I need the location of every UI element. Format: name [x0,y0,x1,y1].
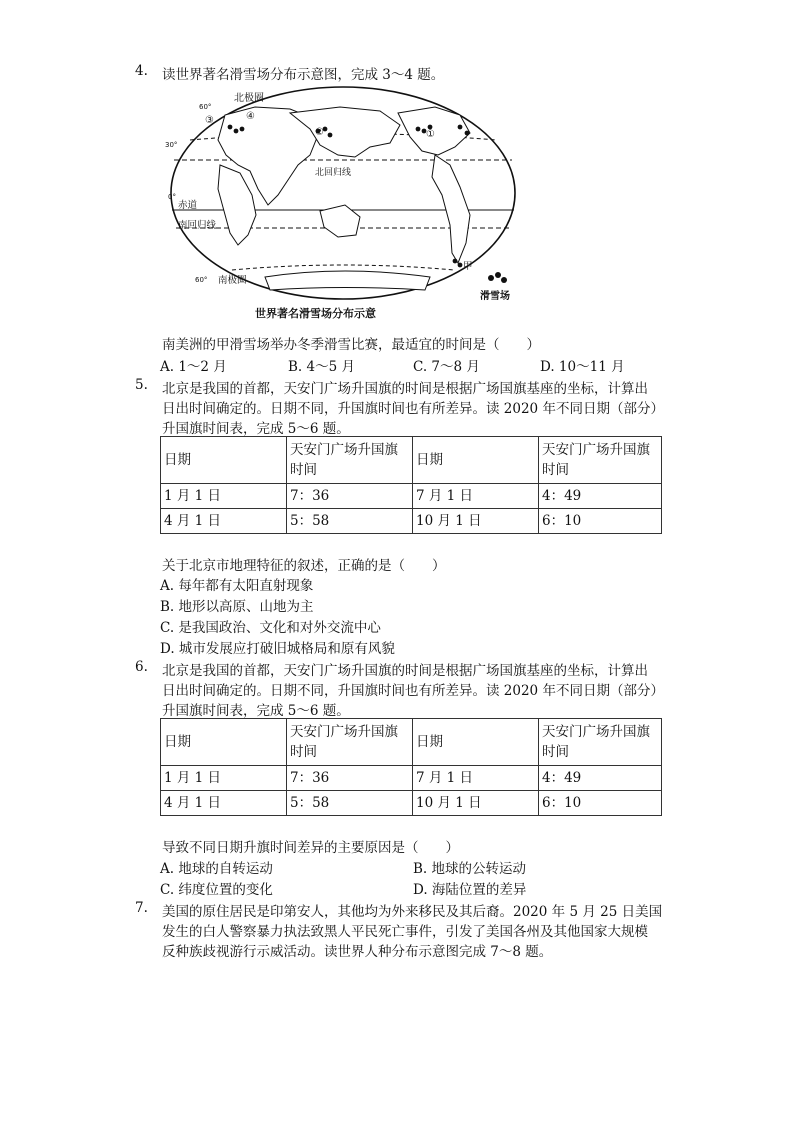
table-cell: 7 月 1 日 [413,766,539,791]
question-stem: 读世界著名滑雪场分布示意图，完成 3～4 题。 [162,67,445,83]
option-a[interactable]: A. 1～2 月 [160,359,227,375]
table-header-cell: 天安门广场升国旗 时间 [287,437,413,484]
question-stem-line: 升国旗时间表，完成 5～6 题。 [162,421,350,437]
option-c[interactable]: C. 是我国政治、文化和对外交流中心 [160,620,381,636]
legend-label: 滑雪场 [480,291,510,302]
option-d[interactable]: D. 10～11 月 [540,359,625,375]
question-stem-line: 日出时间确定的。日期不同，升国旗时间也有所差异。读 2020 年不同日期（部分） [162,401,664,417]
table-header-cell: 日期 [161,719,287,766]
option-b[interactable]: B. 地形以高原、山地为主 [160,599,314,615]
table-row [161,791,662,816]
flag-time-table [160,436,662,534]
question-stem-line: 日出时间确定的。日期不同，升国旗时间也有所差异。读 2020 年不同日期（部分） [162,683,664,699]
option-a[interactable]: A. 地球的自转运动 [160,861,273,877]
question-text: 关于北京市地理特征的叙述，正确的是（ ） [162,558,446,574]
option-b[interactable]: B. 地球的公转运动 [413,861,527,877]
arctic-label: 北极圈 [234,93,264,104]
tropic-n-label: 北回归线 [315,168,352,178]
table-cell: 6：10 [539,791,662,816]
lat-label: 60° [199,103,212,111]
question-stem-line: 反种族歧视游行示威活动。读世界人种分布示意图完成 7～8 题。 [162,944,553,960]
question-number: 6. [135,659,148,675]
table-cell: 4 月 1 日 [161,791,287,816]
table-header-cell: 日期 [413,437,539,484]
option-d[interactable]: D. 城市发展应打破旧城格局和原有风貌 [160,641,395,657]
antarctic-label: 南极圈 [218,275,247,286]
marker-label: ③ [205,115,214,126]
question-number: 4. [135,63,148,79]
table-cell: 7：36 [287,766,413,791]
table-cell: 5：58 [287,509,413,534]
table-cell: 7 月 1 日 [413,484,539,509]
option-a[interactable]: A. 每年都有太阳直射现象 [160,578,314,594]
table-row [161,766,662,791]
marker-label: ① [426,129,435,140]
question-stem-line: 美国的原住居民是印第安人，其他均为外来移民及其后裔。2020 年 5 月 25 日美国 [162,904,663,920]
marker-label: ② [315,127,324,138]
option-c[interactable]: C. 7～8 月 [413,359,480,375]
table-cell: 10 月 1 日 [413,791,539,816]
table-header-cell: 天安门广场升国旗 时间 [539,437,662,484]
jia-label: 甲 [463,261,473,272]
table-cell: 10 月 1 日 [413,509,539,534]
table-row [161,509,662,534]
table-cell: 4 月 1 日 [161,509,287,534]
lat-label: 60° [195,276,208,284]
table-header-cell: 天安门广场升国旗 时间 [287,719,413,766]
question-text: 导致不同日期升旗时间差异的主要原因是（ ） [162,840,459,856]
question-stem-line: 北京是我国的首都，天安门广场升国旗的时间是根据广场国旗基座的坐标，计算出 [162,663,648,679]
equator-label: 赤道 [178,200,198,211]
option-c[interactable]: C. 纬度位置的变化 [160,882,273,898]
table-header-cell: 日期 [161,437,287,484]
marker-label: ④ [246,111,255,122]
table-cell: 1 月 1 日 [161,766,287,791]
table-header-cell: 天安门广场升国旗 时间 [539,719,662,766]
table-cell: 4：49 [539,484,662,509]
ski-resort-map [160,85,525,320]
table-row [161,484,662,509]
question-stem-line: 发生的白人警察暴力执法致黑人平民死亡事件，引发了美国各州及其他国家大规模 [162,924,648,940]
lat-label: 30° [165,141,178,149]
world-map-figure [160,85,525,320]
table-cell: 7：36 [287,484,413,509]
table-cell: 6：10 [539,509,662,534]
option-d[interactable]: D. 海陆位置的差异 [413,882,527,898]
question-text: 南美洲的甲滑雪场举办冬季滑雪比赛，最适宜的时间是（ ） [162,337,540,353]
question-stem-line: 升国旗时间表，完成 5～6 题。 [162,703,350,719]
option-b[interactable]: B. 4～5 月 [288,359,355,375]
table-cell: 1 月 1 日 [161,484,287,509]
question-stem-line: 北京是我国的首都，天安门广场升国旗的时间是根据广场国旗基座的坐标，计算出 [162,381,648,397]
table-header-cell: 日期 [413,719,539,766]
map-caption: 世界著名滑雪场分布示意 [255,307,376,320]
table-cell: 4：49 [539,766,662,791]
question-number: 5. [135,377,148,393]
lat-label: 0° [168,193,176,201]
flag-time-table [160,718,662,816]
table-cell: 5：58 [287,791,413,816]
question-number: 7. [135,900,148,916]
tropic-s-label: 南回归线 [178,220,217,231]
